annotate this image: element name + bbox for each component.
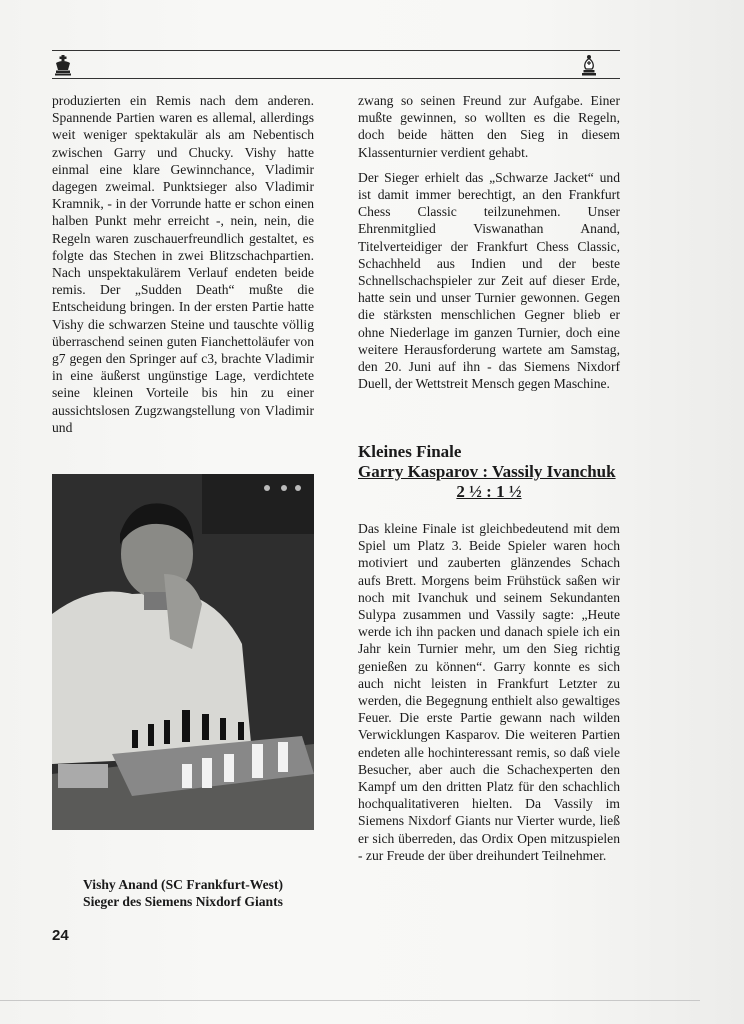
right-paragraph-1: zwang so seinen Freund zur Aufgabe. Einer mußte gewinnen, so wollten es die Regeln, doch beide hätten den Sieg in diesem Klassenturnier verdient gehabt. [358,93,620,160]
photo-chess-player [52,474,314,830]
page-number: 24 [52,927,69,944]
header-rule-bottom [52,78,620,79]
right-paragraph-2: Der Sieger erhielt das „Schwarze Jacket“ und ist damit immer berechtigt, an den Frankfurt Chess Classic teilzunehmen. Unser Ehrenmitglied Viswanathan Anand, Titelverteidiger der Frankfurt Chess Classic, Schachheld aus Indien und der beste Schnellschachspieler zur Zeit auf dieser Erde, hatte sein und unser Turnier gewonnen. Gegen die stärksten menschlichen Gegner blieb er ohne Niederlage im ganzen Turnier, doch eine weitere Herausforderung wartete am Samstag, den 20. Juni auf ihn - das Siemens Nixdorf Duell, der Wettstreit Mensch gegen Maschine. [358,169,620,392]
photo-caption [52,876,314,910]
match-players: Garry Kasparov : Vassily Ivanchuk [358,462,616,481]
section-body [358,520,620,872]
header-rule-top [52,50,620,51]
left-column [52,92,314,444]
right-column [358,92,620,400]
caption-line-2: Sieger des Siemens Nixdorf Giants [83,894,283,909]
section-heading [358,442,620,502]
chess-bishop-icon [578,54,600,76]
chess-king-icon [52,54,74,76]
section-body-text: Das kleine Finale ist gleichbedeutend mit dem Spiel um Platz 3. Beide Spieler waren hoch motiviert und zauberten glänzendes Schach aufs Brett. Morgens beim Frühstück saßen wir noch mit Ivanchuk und seinem Sekundanten Sulypa zusammen und Vassily sagte: „Heute werde ich ihn packen und danach spiele ich ein Jahr kein Turnier mehr, um den Sieg richtig genießen zu können“. Garry konnte es sich auch nicht leisten in Frankfurt Letzter zu werden, die Begegnung enthielt also gewaltiges Feuer. Die erste Partie gewann nach wilden Verwicklungen Kasparov. Die weiteren Partien endeten alle hochinteressant remis, so daß viele Besucher, aber auch die Schachexperten den Kampf um den dritten Platz für den schachlich hochqualitativeren hielten. Da Vassily im Siemens Nixdorf Giants nur Vierter wurde, ließ er sich überreden, das Ordix Open mitzuspielen - zur Freude der über dreihundert Teilnehmer. [358,521,620,863]
left-column-text: produzierten ein Remis nach dem anderen. Spannende Partien waren es allemal, allerdings weit weniger spektakulär als am Nebentisch zwischen Garry und Chucky. Vishy hatte einmal eine klare Gewinnchance, Vladimir dagegen zweimal. Punktsieger also Vladimir Kramnik, - in der Vorrunde hatte er schon einen halben Punkt mehr erreicht -, nein, nein, die Regeln waren zuschauerfreundlich gestaltet, es folgte das Stechen in zwei Blitzschachpartien. Nach unspektakulärem Verlauf endeten beide remis. Der „Sudden Death“ mußte die Entscheidung bringen. In der ersten Partie hatte Vishy die schwarzen Steine und tauschte völlig überraschend seinen guten Fianchettoläufer von g7 gegen den Springer auf c3, brachte Vladimir in eine äußerst ungünstige Lage, verdichtete seine kleinen Vorteile bis hin zu einer aussichtslosen Zugzwangstellung von Vladimir und [52,93,314,435]
page-bottom-edge [0,1000,700,1001]
match-score: 2 ½ : 1 ½ [456,482,522,501]
section-title: Kleines Finale [358,442,462,461]
caption-line-1: Vishy Anand (SC Frankfurt-West) [82,877,284,892]
